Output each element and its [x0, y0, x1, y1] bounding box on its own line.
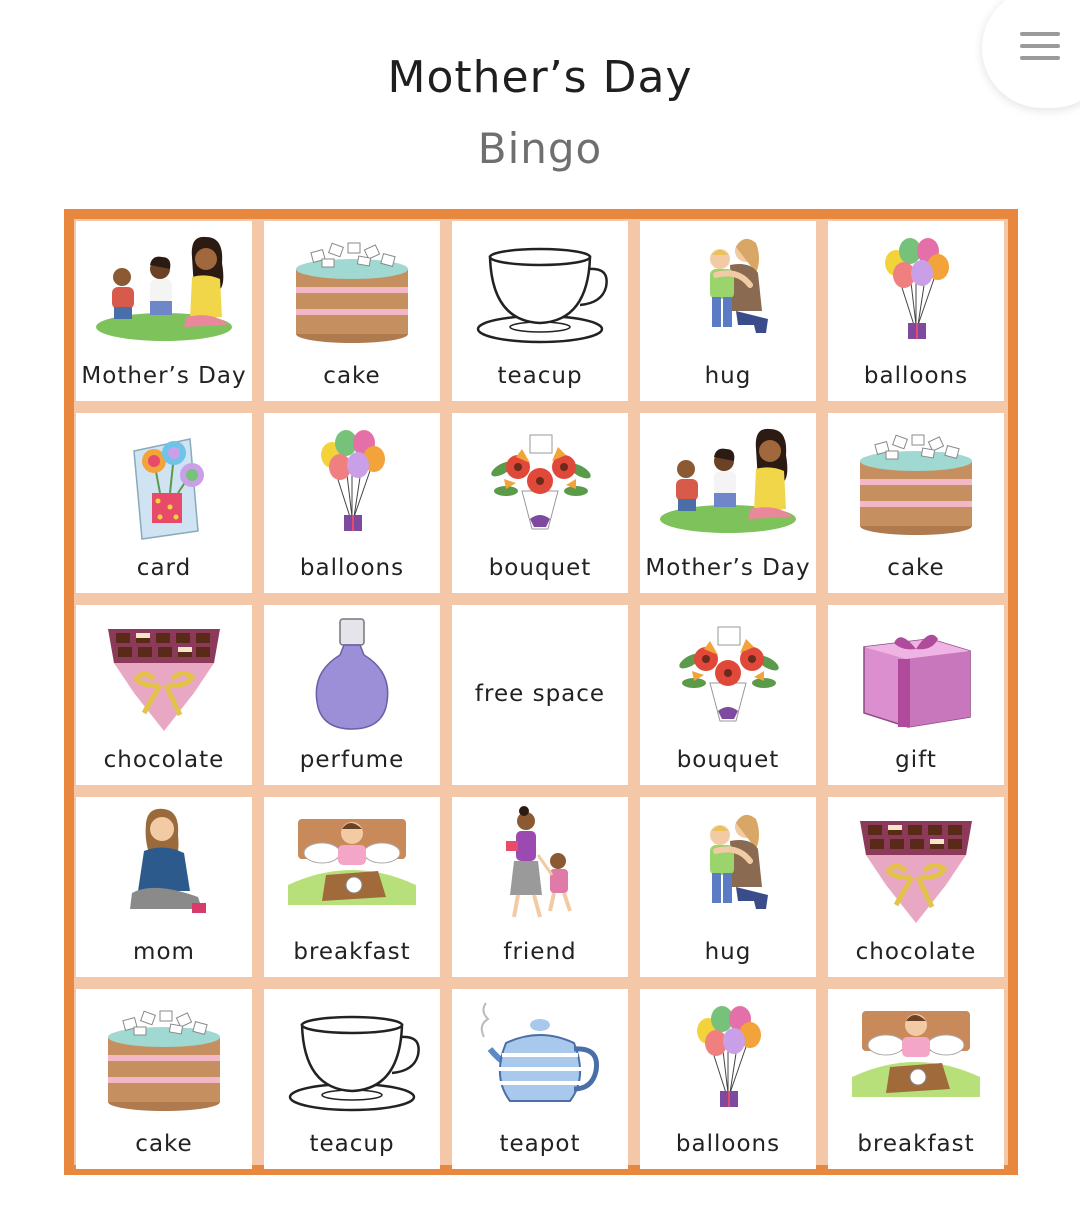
family-picnic-icon: [658, 421, 798, 541]
bingo-cell-label: teacup: [497, 363, 583, 389]
bingo-cell: [452, 989, 628, 1169]
bingo-cell: [828, 221, 1004, 401]
page-title: Mother’s Day: [387, 52, 693, 103]
bingo-cell-label: teapot: [499, 1131, 581, 1157]
bingo-cell: [452, 221, 628, 401]
chocolate-box-icon: [94, 613, 234, 733]
bingo-cell-label: gift: [895, 747, 937, 773]
bingo-cell: [640, 221, 816, 401]
hug-icon: [658, 229, 798, 349]
bingo-cell: [828, 989, 1004, 1169]
breakfast-in-bed-icon: [846, 997, 986, 1117]
bingo-cell-label: chocolate: [103, 747, 225, 773]
chocolate-box-icon: [846, 805, 986, 925]
bingo-cell: [828, 797, 1004, 977]
gift-icon: [846, 613, 986, 733]
card-icon: [94, 421, 234, 541]
family-picnic-icon: [94, 229, 234, 349]
bingo-cell: [452, 413, 628, 593]
bingo-grid: [74, 219, 1008, 1165]
bingo-cell: [76, 797, 252, 977]
bingo-cell: [828, 413, 1004, 593]
teacup-icon: [282, 997, 422, 1117]
bingo-cell: [264, 989, 440, 1169]
cake-icon: [846, 421, 986, 541]
bingo-cell-label: balloons: [675, 1131, 781, 1157]
bingo-cell-label: breakfast: [857, 1131, 975, 1157]
bingo-cell-label: breakfast: [293, 939, 411, 965]
bingo-cell-label: bouquet: [488, 555, 592, 581]
bingo-cell-label: teacup: [309, 1131, 395, 1157]
bingo-cell-label: mom: [133, 939, 195, 965]
bingo-cell-label: cake: [135, 1131, 193, 1157]
bingo-cell: [452, 605, 628, 785]
balloons-icon: [282, 421, 422, 541]
bingo-cell-label: hug: [704, 939, 752, 965]
cake-icon: [94, 997, 234, 1117]
hug-icon: [658, 805, 798, 925]
bingo-cell-label: card: [136, 555, 192, 581]
bingo-cell: [640, 797, 816, 977]
bingo-cell: [452, 797, 628, 977]
bingo-cell: [828, 605, 1004, 785]
bingo-cell: [264, 221, 440, 401]
bingo-cell: [264, 605, 440, 785]
bingo-cell-label: bouquet: [676, 747, 780, 773]
hamburger-icon-bar: [1020, 44, 1060, 48]
bingo-cell: [640, 605, 816, 785]
bingo-cell: [76, 605, 252, 785]
bingo-cell-label: balloons: [299, 555, 405, 581]
hamburger-icon: [1020, 32, 1060, 36]
balloons-icon: [846, 229, 986, 349]
friends-walking-icon: [470, 805, 610, 925]
perfume-icon: [282, 613, 422, 733]
bingo-cell: [76, 989, 252, 1169]
bingo-cell-label: Mother’s Day: [81, 363, 247, 389]
bingo-cell-label: chocolate: [855, 939, 977, 965]
bingo-cell: [640, 413, 816, 593]
balloons-icon: [658, 997, 798, 1117]
bingo-board: [64, 209, 1018, 1175]
bingo-cell-label: cake: [887, 555, 945, 581]
bouquet-icon: [470, 421, 610, 541]
bingo-cell: [76, 221, 252, 401]
mom-icon: [94, 805, 234, 925]
bouquet-icon: [658, 613, 798, 733]
bingo-cell: [640, 989, 816, 1169]
page-subtitle: Bingo: [477, 124, 603, 173]
teacup-icon: [470, 229, 610, 349]
bingo-cell-label: free space: [474, 681, 606, 707]
bingo-cell: [76, 413, 252, 593]
teapot-icon: [470, 997, 610, 1117]
bingo-cell-label: cake: [323, 363, 381, 389]
bingo-cell-label: perfume: [299, 747, 405, 773]
bingo-cell: [264, 797, 440, 977]
breakfast-in-bed-icon: [282, 805, 422, 925]
bingo-cell-label: balloons: [863, 363, 969, 389]
cake-icon: [282, 229, 422, 349]
bingo-cell-label: friend: [503, 939, 577, 965]
bingo-cell: [264, 413, 440, 593]
bingo-cell-label: Mother’s Day: [645, 555, 811, 581]
bingo-cell-label: hug: [704, 363, 752, 389]
